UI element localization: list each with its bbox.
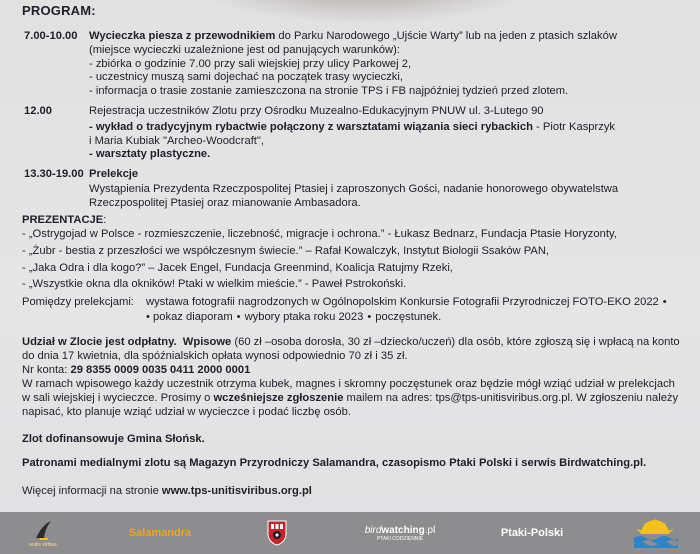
- ptaki-polski-logo: [492, 512, 572, 554]
- payment-account: Nr konta: 29 8355 0009 0035 0411 2000 0001: [22, 364, 251, 376]
- payment-line-5: w sali wiejskiej i wycieczce. Prosimy o wcześniejsze zgłoszenie mailem na adres: tps@tps-unitisviribus.org.pl. W zgłoszeniu należy: [22, 392, 679, 404]
- presentation-item-4: - „Wszystkie okna dla okników! Ptaki w wielkim mieście.” - Paweł Pstrokoński.: [22, 278, 407, 290]
- payment-line-1: Udział w Zlocie jest odpłatny. Wpisowe (60 zł –osoba dorosła, 30 zł –dziecko/uczeń) dla osób, które zgłoszą się i wpłacą na konto: [22, 336, 680, 348]
- website-link[interactable]: www.tps-unitisviribus.org.pl: [161, 485, 312, 497]
- schedule-3-title: Prelekcje: [89, 168, 139, 180]
- crest-icon: [267, 520, 287, 546]
- more-info: Więcej informacji na stronie www.tps-unitisviribus.org.pl: [22, 485, 312, 497]
- time-slot-1: 7.00-10.00: [24, 30, 78, 42]
- schedule-1-line-3: - zbiórka o godzinie 7.00 przy sali wiejskiej przy ulicy Parkowej 2,: [89, 58, 412, 70]
- tps-logo: [18, 512, 68, 554]
- tps-caption: unitis viribus: [29, 542, 57, 548]
- time-slot-3: 13.30-19.00: [24, 168, 84, 180]
- salamandra-logo: [120, 512, 200, 554]
- schedule-1-line-5: - informacja o trasie zostanie zamieszczona na stronie TPS i FB najpóźniej tydzień przed zlotem.: [89, 85, 569, 97]
- schedule-1-line-2: (miejsce wycieczki uzależnione jest od panujących warunków):: [89, 44, 400, 56]
- gmina-slonsk-crest: [262, 512, 292, 554]
- payment-line-4: W ramach wpisowego każdy uczestnik otrzyma kubek, magnes i skromny poczęstunek oraz będzie mógł wziąć udział w prelekcjach: [22, 378, 675, 390]
- sun-waves-icon: [632, 518, 678, 548]
- ptaki-polski-wordmark: Ptaki-Polski: [500, 527, 564, 539]
- presentations-heading: PREZENTACJE:: [22, 214, 107, 226]
- birdwatching-wordmark: birdwatching.pl: [364, 524, 436, 536]
- birdwatching-caption: PTAKI CODZIENNIE: [376, 535, 424, 542]
- birdwatching-logo: [360, 512, 440, 554]
- presentation-item-1: - „Ostrygojad w Polsce - rozmieszczenie, liczebność, migracje i ochrona.” - Łukasz Bednarz, Fundacja Ptasie Horyzonty,: [22, 228, 617, 240]
- schedule-2-line-4: - warsztaty plastyczne.: [89, 148, 211, 160]
- between-line-2: • pokaz diaporam • wybory ptaka roku 2023 • poczęstunek.: [146, 311, 442, 323]
- schedule-2-line-1: Rejestracja uczestników Zlotu przy Ośrodku Muzealno-Edukacyjnym PNUW ul. 3-Lutego 90: [89, 105, 544, 117]
- schedule-1-line-4: - uczestnicy muszą sami dojechać na początek trasy wycieczki,: [89, 71, 403, 83]
- salamandra-wordmark: Salamandra: [128, 527, 192, 539]
- presentation-item-2: - „Żubr - bestia z przeszłości we współczesnym świecie.” – Rafał Kowalczyk, Instytut Biologii Ssaków PAN,: [22, 245, 550, 257]
- top-photo-fragment: [200, 0, 530, 22]
- sponsor-logo-bar: [0, 512, 700, 554]
- payment-line-6: napisać, kto planuje wziąć udział w wycieczce i podać liczbę osób.: [22, 406, 351, 418]
- sun-waves-logo: [630, 512, 680, 554]
- payment-line-2: do dnia 17 kwietnia, dla spóźnialskich opłata wynosi odpowiednio 70 zł i 35 zł.: [22, 350, 408, 362]
- time-slot-2: 12.00: [24, 105, 52, 117]
- presentation-item-3: - „Jaka Odra i dla kogo?” – Jacek Engel, Fundacja Greenmind, Koalicja Ratujmy Rzeki,: [22, 262, 453, 274]
- schedule-1-line-1: Wycieczka piesza z przewodnikiem do Parku Narodowego „Ujście Warty” lub na jeden z ptasich szlaków: [89, 30, 617, 42]
- schedule-3-line-1: Wystąpienia Prezydenta Rzeczpospolitej Ptasiej i zaproszonych Gości, nadanie honorowego obywatelstwa: [89, 183, 619, 195]
- program-heading: PROGRAM:: [22, 3, 96, 18]
- funding-text: Zlot dofinansowuje Gmina Słońsk.: [22, 433, 205, 445]
- schedule-3-line-2: Rzeczpospolitej Ptasiej oraz mianowanie Ambasadora.: [89, 197, 361, 209]
- between-label: Pomiędzy prelekcjami:: [22, 296, 134, 308]
- tps-bird-icon: [32, 518, 54, 542]
- between-line-1: wystawa fotografii nagrodzonych w Ogólnopolskim Konkursie Fotografii Przyrodniczej FOTO-EKO 2022 •: [146, 296, 667, 308]
- patrons-text: Patronami medialnymi zlotu są Magazyn Przyrodniczy Salamandra, czasopismo Ptaki Polski i serwis Birdwatching.pl.: [22, 457, 647, 469]
- schedule-2-line-2: - wykład o tradycyjnym rybactwie połączony z warsztatami wiązania sieci rybackich - Piotr Kasprzyk: [89, 121, 616, 133]
- schedule-2-line-3: i Maria Kubiak "Archeo-Woodcraft",: [89, 135, 264, 147]
